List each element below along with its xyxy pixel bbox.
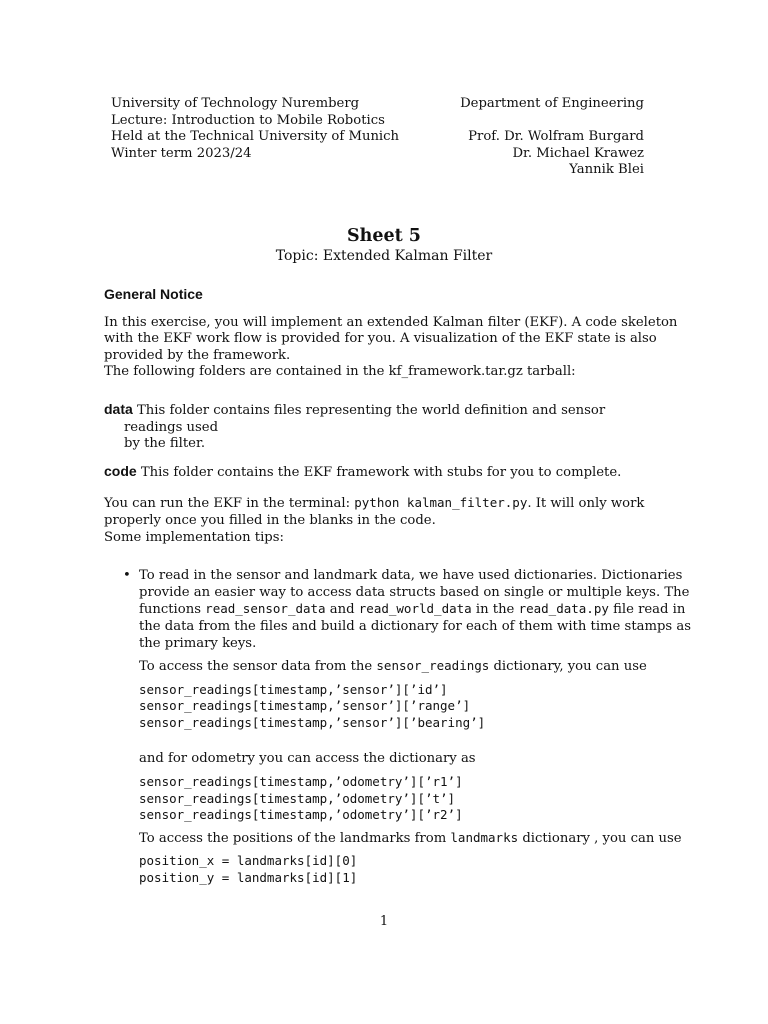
intro-paragraph	[104, 314, 678, 365]
header-right	[460, 96, 644, 179]
inline-code: sensor_readings	[376, 658, 490, 674]
author-line: Prof. Dr. Wolfram Burgard	[468, 129, 644, 144]
tips-intro: Some implementation tips:	[104, 529, 284, 545]
run-instructions-cont: properly once you filled in the blanks in the code.	[104, 512, 436, 528]
section-heading: General Notice	[104, 286, 203, 302]
term-line: Winter term 2023/24	[111, 145, 252, 161]
main-content	[104, 286, 692, 893]
text-line: with the EKF work flow is provided for you. A visualization of the EKF state is also	[104, 331, 657, 347]
code-line: sensor_readings[timestamp,’odometry’][’r2’]	[139, 807, 463, 823]
author-line: Dr. Michael Krawez	[512, 145, 644, 161]
sheet-title: Sheet 5	[347, 226, 421, 246]
code-line: sensor_readings[timestamp,’odometry’][’t’]	[139, 790, 456, 806]
inline-code: read_data.py	[518, 601, 609, 617]
sheet-topic: Topic: Extended Kalman Filter	[275, 248, 493, 264]
bullet-marker: •	[123, 568, 131, 584]
folder-term: code	[104, 462, 137, 479]
page-number: 1	[379, 914, 389, 929]
folder-item-data	[104, 401, 654, 453]
run-command: python kalman_filter.py	[354, 495, 528, 511]
folder-description: This folder contains the EKF framework with stubs for you to complete.	[140, 464, 622, 480]
code-line: position_y = landmarks[id][1]	[139, 870, 358, 886]
landmark-access-text: To access the positions of the landmarks from landmarks dictionary , you can use	[139, 829, 682, 846]
inline-code: read_world_data	[358, 601, 472, 617]
held-at-line: Held at the Technical University of Munich	[111, 129, 400, 144]
lecture-line: Lecture: Introduction to Mobile Robotics	[111, 112, 385, 128]
author-line: Yannik Blei	[569, 162, 644, 177]
university-line: University of Technology Nuremberg	[111, 96, 360, 111]
sensor-access-text: To access the sensor data from the sensor_readings dictionary, you can use	[139, 658, 647, 675]
inline-code: read_sensor_data	[205, 601, 326, 617]
inline-code: landmarks	[450, 829, 519, 845]
folder-description: by the filter.	[124, 436, 206, 452]
sensor-code-block	[139, 682, 654, 732]
folder-term: data	[104, 400, 133, 417]
landmark-code-block	[139, 853, 654, 886]
code-line: sensor_readings[timestamp,’sensor’][’range’]	[139, 698, 471, 714]
run-instructions: You can run the EKF in the terminal: python kalman_filter.py. It will only work	[104, 495, 645, 512]
folders-intro: The following folders are contained in the kf_framework.tar.gz tarball:	[104, 364, 576, 380]
code-line: sensor_readings[timestamp,’sensor’][’bearing’]	[139, 714, 486, 730]
odometry-access-text: and for odometry you can access the dictionary as	[139, 751, 476, 767]
code-line: sensor_readings[timestamp,’odometry’][’r1’]	[139, 774, 463, 790]
text-line: provided by the framework.	[104, 347, 291, 363]
tip-list-item: • To read in the sensor and landmark data, we have used dictionaries. Dictionaries provide an easier way to access data structs based on single or multiple keys. The functions read_sensor_data and read_world_data in the read_data.py file read in the data from the files and build a dictionary for each of them with time stamps as the primary keys. To access the sensor data from the sensor_readings dictionary, you can use sensor_readings[timestamp,’sensor’][’id’] sensor_readings[timestamp,’sensor’][’range’] sensor_readings[timestamp,’sensor’][’bearing’] and for odometry you can access the dictionary as sensor_readings[timestamp,’odometry’][’r1’] sensor_readings[timestamp,’odometry’][’t’] sensor_readings[timestamp,’odometry’][’r2’] To access the positions of the landmarks from landmarks dictionary , you can use position_x = landmarks[id][0] position_y = landmarks[id][1]	[123, 568, 692, 886]
department-line: Department of Engineering	[460, 96, 644, 111]
header-left	[111, 96, 399, 162]
folder-list	[104, 401, 654, 481]
folder-description: This folder contains files representing the world definition and sensor readings used	[124, 402, 606, 435]
code-line: position_x = landmarks[id][0]	[139, 853, 358, 869]
code-line: sensor_readings[timestamp,’sensor’][’id’]	[139, 681, 448, 697]
text-line: In this exercise, you will implement an extended Kalman filter (EKF). A code skeleton	[104, 314, 678, 330]
folder-item-code	[104, 463, 654, 482]
odometry-code-block	[139, 774, 654, 824]
